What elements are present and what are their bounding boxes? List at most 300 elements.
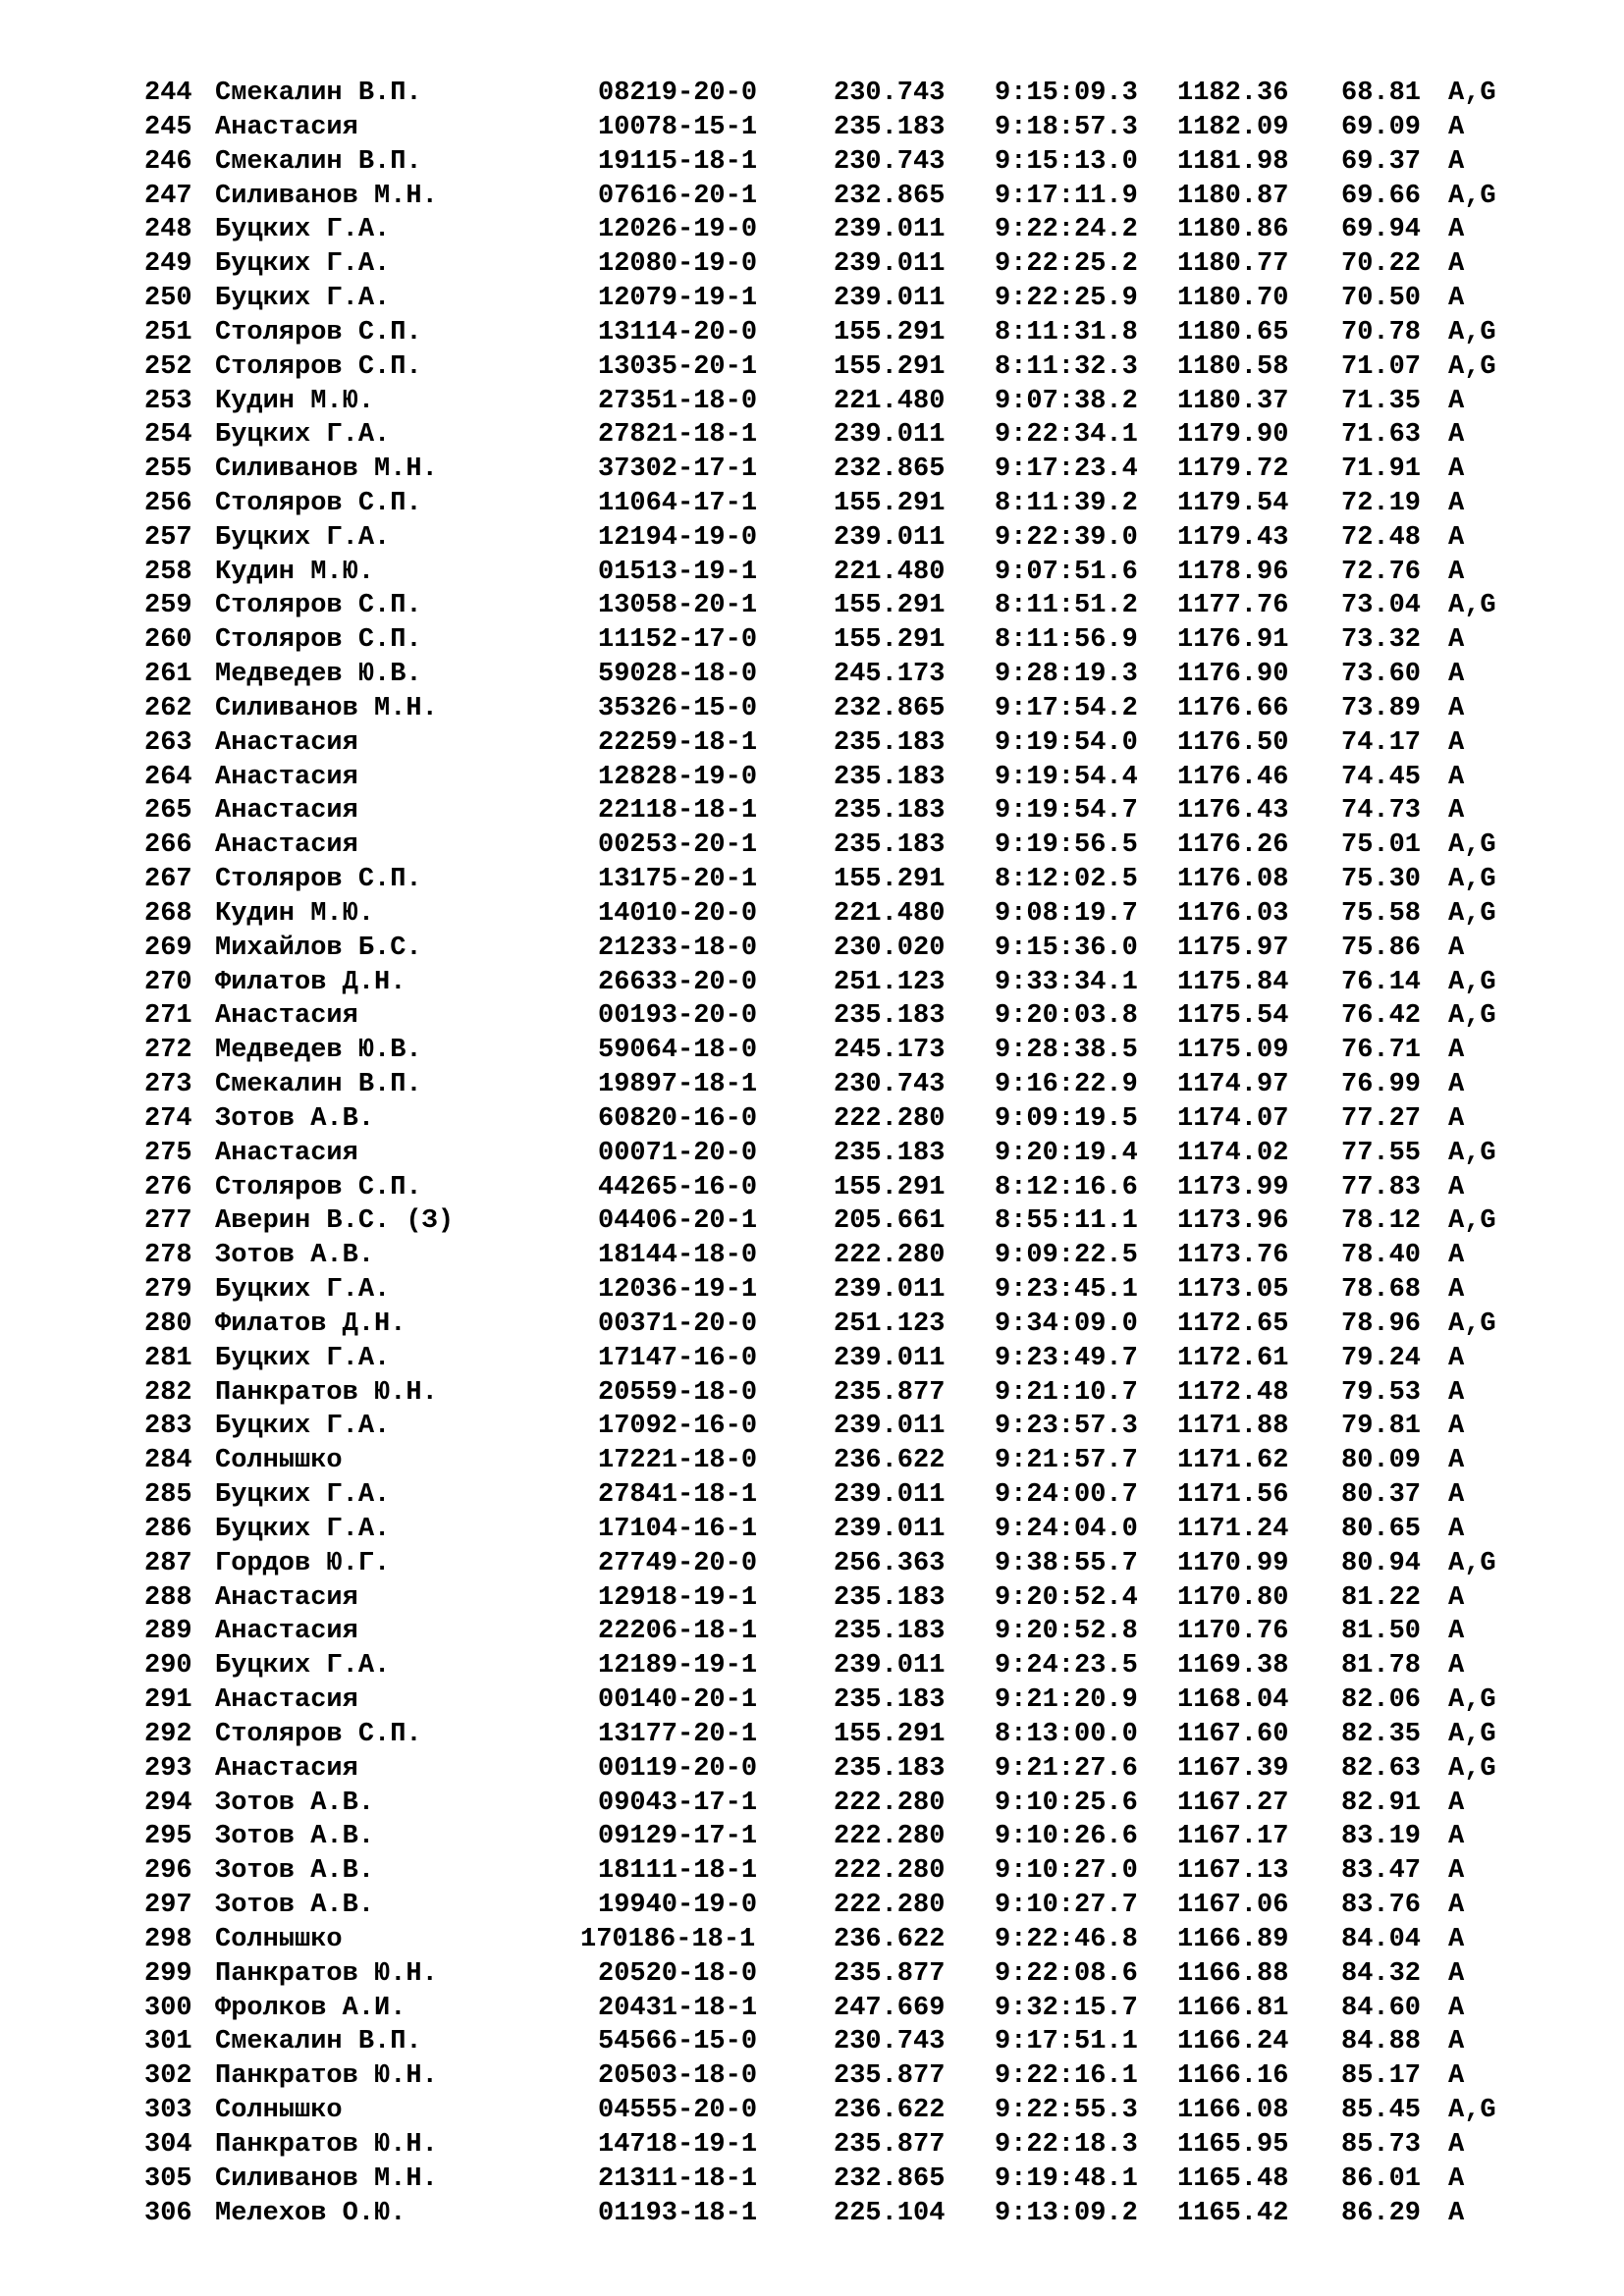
cell-name: Зотов А.В. [215, 1856, 375, 1887]
cell-num: 262 [144, 693, 192, 723]
cell-pct: 81.22 [1341, 1582, 1422, 1613]
table-row [0, 2025, 1624, 2058]
cell-dist: 235.183 [834, 1617, 946, 1647]
cell-pct: 71.07 [1341, 351, 1422, 382]
cell-dist: 235.183 [834, 112, 946, 142]
cell-flag: A [1448, 796, 1465, 827]
cell-time: 8:11:56.9 [995, 625, 1138, 656]
cell-ring: 00140-20-1 [598, 1685, 758, 1715]
cell-speed: 1175.09 [1177, 1036, 1289, 1066]
cell-flag: A,G [1448, 79, 1496, 108]
cell-dist: 155.291 [834, 351, 946, 382]
cell-time: 8:12:02.5 [995, 865, 1138, 895]
cell-num: 284 [144, 1446, 192, 1476]
cell-name: Филатов Д.Н. [215, 1308, 406, 1339]
table-row [0, 77, 1624, 110]
cell-time: 9:21:10.7 [995, 1377, 1138, 1408]
cell-speed: 1182.09 [1177, 112, 1289, 142]
cell-pct: 74.45 [1341, 762, 1422, 792]
cell-num: 288 [144, 1582, 192, 1613]
cell-ring: 17104-16-1 [598, 1514, 758, 1544]
cell-dist: 239.011 [834, 1651, 946, 1682]
cell-flag: A [1448, 1788, 1465, 1818]
cell-dist: 222.280 [834, 1103, 946, 1134]
cell-time: 8:12:16.6 [995, 1172, 1138, 1202]
table-row [0, 2094, 1624, 2127]
cell-speed: 1172.48 [1177, 1377, 1289, 1408]
cell-flag: A [1448, 1275, 1465, 1305]
cell-ring: 01193-18-1 [598, 2198, 758, 2228]
cell-ring: 12828-19-0 [598, 762, 758, 792]
table-row [0, 1376, 1624, 1410]
cell-name: Буцких Г.А. [215, 1412, 391, 1442]
table-row [0, 2059, 1624, 2093]
cell-num: 294 [144, 1788, 192, 1818]
cell-speed: 1166.16 [1177, 2061, 1289, 2092]
cell-speed: 1176.46 [1177, 762, 1289, 792]
cell-ring: 20503-18-0 [598, 2061, 758, 2092]
table-row [0, 1410, 1624, 1443]
cell-time: 9:20:52.8 [995, 1617, 1138, 1647]
table-row [0, 145, 1624, 179]
cell-time: 8:11:39.2 [995, 489, 1138, 518]
cell-num: 295 [144, 1822, 192, 1852]
table-row [0, 1102, 1624, 1136]
table-row [0, 897, 1624, 931]
cell-num: 248 [144, 215, 192, 245]
cell-ring: 27821-18-1 [598, 420, 758, 451]
cell-dist: 235.183 [834, 1582, 946, 1613]
cell-pct: 69.66 [1341, 181, 1422, 211]
cell-pct: 81.50 [1341, 1617, 1422, 1647]
cell-num: 287 [144, 1548, 192, 1578]
cell-speed: 1180.87 [1177, 181, 1289, 211]
cell-num: 273 [144, 1070, 192, 1100]
cell-name: Кудин М.Ю. [215, 557, 375, 587]
cell-dist: 230.743 [834, 1070, 946, 1100]
cell-flag: A [1448, 215, 1465, 245]
cell-name: Смекалин В.П. [215, 146, 422, 177]
cell-flag: A,G [1448, 898, 1496, 929]
cell-speed: 1168.04 [1177, 1685, 1289, 1715]
cell-pct: 75.58 [1341, 898, 1422, 929]
cell-pct: 75.30 [1341, 865, 1422, 895]
cell-num: 265 [144, 796, 192, 827]
table-row [0, 966, 1624, 999]
cell-pct: 79.81 [1341, 1412, 1422, 1442]
cell-ring: 08219-20-0 [598, 79, 758, 108]
cell-speed: 1173.76 [1177, 1241, 1289, 1271]
cell-name: Буцких Г.А. [215, 1651, 391, 1682]
cell-dist: 230.020 [834, 933, 946, 963]
table-row [0, 1718, 1624, 1751]
cell-dist: 239.011 [834, 1343, 946, 1373]
cell-dist: 232.865 [834, 2163, 946, 2194]
cell-name: Медведев Ю.В. [215, 660, 422, 690]
cell-pct: 74.73 [1341, 796, 1422, 827]
cell-name: Солнышко [215, 1924, 343, 1954]
table-row [0, 828, 1624, 862]
table-row [0, 863, 1624, 896]
cell-num: 299 [144, 1958, 192, 1989]
table-row [0, 2197, 1624, 2230]
cell-dist: 205.661 [834, 1206, 946, 1237]
table-row [0, 726, 1624, 760]
cell-flag: A [1448, 420, 1465, 451]
cell-num: 293 [144, 1753, 192, 1784]
cell-ring: 12080-19-0 [598, 249, 758, 280]
cell-ring: 18144-18-0 [598, 1241, 758, 1271]
cell-flag: A [1448, 1514, 1465, 1544]
cell-pct: 85.45 [1341, 2096, 1422, 2125]
cell-flag: A [1448, 727, 1465, 758]
cell-speed: 1174.02 [1177, 1138, 1289, 1168]
cell-speed: 1166.08 [1177, 2096, 1289, 2125]
table-row [0, 1547, 1624, 1580]
cell-name: Буцких Г.А. [215, 1275, 391, 1305]
cell-pct: 86.01 [1341, 2163, 1422, 2194]
cell-num: 306 [144, 2198, 192, 2228]
cell-name: Медведев Ю.В. [215, 1036, 422, 1066]
cell-speed: 1181.98 [1177, 146, 1289, 177]
table-row [0, 453, 1624, 486]
cell-num: 283 [144, 1412, 192, 1442]
cell-flag: A [1448, 1582, 1465, 1613]
cell-ring: 19897-18-1 [598, 1070, 758, 1100]
cell-dist: 235.183 [834, 1685, 946, 1715]
cell-flag: A,G [1448, 830, 1496, 861]
table-row [0, 1683, 1624, 1717]
cell-speed: 1167.39 [1177, 1753, 1289, 1784]
cell-time: 9:21:57.7 [995, 1446, 1138, 1476]
cell-time: 9:38:55.7 [995, 1548, 1138, 1578]
cell-flag: A,G [1448, 1138, 1496, 1168]
cell-name: Буцких Г.А. [215, 522, 391, 553]
cell-time: 9:10:27.7 [995, 1891, 1138, 1920]
cell-name: Силиванов М.Н. [215, 181, 438, 211]
table-row [0, 1787, 1624, 1820]
table-row [0, 180, 1624, 213]
cell-speed: 1166.81 [1177, 1993, 1289, 2023]
cell-speed: 1176.50 [1177, 727, 1289, 758]
cell-pct: 84.60 [1341, 1993, 1422, 2023]
cell-ring: 00119-20-0 [598, 1753, 758, 1784]
cell-num: 281 [144, 1343, 192, 1373]
cell-dist: 239.011 [834, 215, 946, 245]
table-row [0, 1752, 1624, 1786]
cell-num: 263 [144, 727, 192, 758]
cell-time: 9:22:46.8 [995, 1924, 1138, 1954]
cell-ring: 19940-19-0 [598, 1891, 758, 1920]
cell-time: 9:22:08.6 [995, 1958, 1138, 1989]
table-row [0, 1615, 1624, 1648]
cell-name: Фролков А.И. [215, 1993, 406, 2023]
cell-dist: 247.669 [834, 1993, 946, 2023]
cell-time: 9:19:48.1 [995, 2163, 1138, 2194]
cell-name: Столяров С.П. [215, 351, 422, 382]
table-row [0, 1649, 1624, 1682]
table-row [0, 1204, 1624, 1238]
cell-num: 280 [144, 1308, 192, 1339]
cell-pct: 76.99 [1341, 1070, 1422, 1100]
cell-num: 250 [144, 284, 192, 313]
cell-num: 266 [144, 830, 192, 861]
cell-name: Панкратов Ю.Н. [215, 1958, 438, 1989]
table-row [0, 658, 1624, 691]
cell-ring: 20520-18-0 [598, 1958, 758, 1989]
cell-time: 9:21:20.9 [995, 1685, 1138, 1715]
cell-num: 264 [144, 762, 192, 792]
cell-name: Столяров С.П. [215, 625, 422, 656]
cell-pct: 84.88 [1341, 2027, 1422, 2057]
cell-time: 9:13:09.2 [995, 2198, 1138, 2228]
cell-ring: 09043-17-1 [598, 1788, 758, 1818]
cell-dist: 236.622 [834, 1924, 946, 1954]
cell-speed: 1180.77 [1177, 249, 1289, 280]
cell-dist: 239.011 [834, 1412, 946, 1442]
cell-speed: 1167.13 [1177, 1856, 1289, 1887]
cell-ring: 14718-19-1 [598, 2129, 758, 2160]
table-row [0, 316, 1624, 349]
cell-num: 304 [144, 2129, 192, 2160]
cell-dist: 245.173 [834, 660, 946, 690]
cell-speed: 1173.99 [1177, 1172, 1289, 1202]
cell-speed: 1167.60 [1177, 1719, 1289, 1749]
cell-num: 246 [144, 146, 192, 177]
cell-time: 9:23:49.7 [995, 1343, 1138, 1373]
cell-flag: A [1448, 2163, 1465, 2194]
cell-num: 286 [144, 1514, 192, 1544]
cell-dist: 235.877 [834, 1377, 946, 1408]
table-row [0, 1820, 1624, 1853]
cell-time: 9:15:09.3 [995, 79, 1138, 108]
table-row [0, 385, 1624, 418]
cell-speed: 1167.06 [1177, 1891, 1289, 1920]
cell-time: 8:11:31.8 [995, 317, 1138, 347]
cell-num: 245 [144, 112, 192, 142]
cell-dist: 251.123 [834, 967, 946, 997]
cell-speed: 1175.84 [1177, 967, 1289, 997]
cell-pct: 76.71 [1341, 1036, 1422, 1066]
cell-pct: 84.04 [1341, 1924, 1422, 1954]
cell-speed: 1176.91 [1177, 625, 1289, 656]
cell-flag: A [1448, 146, 1465, 177]
cell-speed: 1165.95 [1177, 2129, 1289, 2160]
cell-pct: 77.27 [1341, 1103, 1422, 1134]
cell-name: Анастасия [215, 796, 358, 827]
cell-ring: 170186-18-1 [580, 1924, 756, 1954]
cell-pct: 75.01 [1341, 830, 1422, 861]
cell-time: 9:16:22.9 [995, 1070, 1138, 1100]
cell-speed: 1173.05 [1177, 1275, 1289, 1305]
cell-time: 9:33:34.1 [995, 967, 1138, 997]
cell-ring: 07616-20-1 [598, 181, 758, 211]
cell-pct: 71.63 [1341, 420, 1422, 451]
cell-flag: A [1448, 557, 1465, 587]
cell-flag: A [1448, 1103, 1465, 1134]
cell-ring: 09129-17-1 [598, 1822, 758, 1852]
cell-time: 9:17:54.2 [995, 693, 1138, 723]
cell-time: 9:34:09.0 [995, 1308, 1138, 1339]
cell-dist: 235.877 [834, 2061, 946, 2092]
cell-pct: 80.65 [1341, 1514, 1422, 1544]
table-row [0, 761, 1624, 794]
cell-num: 252 [144, 351, 192, 382]
cell-pct: 76.42 [1341, 1001, 1422, 1032]
cell-num: 301 [144, 2027, 192, 2057]
cell-name: Буцких Г.А. [215, 420, 391, 451]
cell-flag: A [1448, 693, 1465, 723]
cell-pct: 80.09 [1341, 1446, 1422, 1476]
cell-pct: 80.94 [1341, 1548, 1422, 1578]
cell-ring: 18111-18-1 [598, 1856, 758, 1887]
cell-dist: 235.183 [834, 830, 946, 861]
cell-time: 9:24:00.7 [995, 1480, 1138, 1510]
cell-ring: 59064-18-0 [598, 1036, 758, 1066]
cell-dist: 239.011 [834, 420, 946, 451]
cell-ring: 22259-18-1 [598, 727, 758, 758]
cell-time: 9:15:36.0 [995, 933, 1138, 963]
cell-num: 292 [144, 1719, 192, 1749]
cell-num: 257 [144, 522, 192, 553]
cell-name: Буцких Г.А. [215, 215, 391, 245]
cell-pct: 73.60 [1341, 660, 1422, 690]
cell-dist: 239.011 [834, 249, 946, 280]
cell-flag: A,G [1448, 591, 1496, 621]
cell-pct: 82.91 [1341, 1788, 1422, 1818]
cell-name: Силиванов М.Н. [215, 454, 438, 485]
cell-name: Буцких Г.А. [215, 249, 391, 280]
table-row [0, 1308, 1624, 1341]
cell-num: 253 [144, 386, 192, 416]
cell-name: Столяров С.П. [215, 591, 422, 621]
cell-name: Смекалин В.П. [215, 79, 422, 108]
cell-pct: 70.22 [1341, 249, 1422, 280]
cell-num: 305 [144, 2163, 192, 2194]
cell-num: 274 [144, 1103, 192, 1134]
cell-time: 8:11:32.3 [995, 351, 1138, 382]
cell-dist: 225.104 [834, 2198, 946, 2228]
cell-time: 9:08:19.7 [995, 898, 1138, 929]
cell-num: 268 [144, 898, 192, 929]
cell-name: Кудин М.Ю. [215, 386, 375, 416]
cell-name: Анастасия [215, 830, 358, 861]
cell-name: Зотов А.В. [215, 1822, 375, 1852]
cell-dist: 155.291 [834, 1719, 946, 1749]
cell-flag: A [1448, 1241, 1465, 1271]
cell-flag: A [1448, 1651, 1465, 1682]
cell-speed: 1179.90 [1177, 420, 1289, 451]
cell-pct: 79.24 [1341, 1343, 1422, 1373]
table-row [0, 111, 1624, 144]
table-row [0, 692, 1624, 725]
cell-name: Анастасия [215, 112, 358, 142]
table-row [0, 2128, 1624, 2162]
cell-name: Анастасия [215, 1685, 358, 1715]
cell-time: 9:24:23.5 [995, 1651, 1138, 1682]
cell-speed: 1166.24 [1177, 2027, 1289, 2057]
cell-time: 8:11:51.2 [995, 591, 1138, 621]
cell-ring: 12026-19-0 [598, 215, 758, 245]
cell-flag: A,G [1448, 1719, 1496, 1749]
cell-speed: 1173.96 [1177, 1206, 1289, 1237]
cell-pct: 80.37 [1341, 1480, 1422, 1510]
cell-ring: 04555-20-0 [598, 2096, 758, 2125]
cell-num: 296 [144, 1856, 192, 1887]
cell-pct: 78.12 [1341, 1206, 1422, 1237]
cell-speed: 1169.38 [1177, 1651, 1289, 1682]
cell-speed: 1178.96 [1177, 557, 1289, 587]
cell-dist: 155.291 [834, 489, 946, 518]
cell-flag: A,G [1448, 865, 1496, 895]
cell-flag: A,G [1448, 317, 1496, 347]
cell-num: 251 [144, 317, 192, 347]
cell-flag: A [1448, 284, 1465, 313]
cell-name: Филатов Д.Н. [215, 967, 406, 997]
cell-ring: 26633-20-0 [598, 967, 758, 997]
cell-ring: 22118-18-1 [598, 796, 758, 827]
cell-num: 259 [144, 591, 192, 621]
cell-flag: A [1448, 2027, 1465, 2057]
cell-num: 271 [144, 1001, 192, 1032]
cell-speed: 1165.42 [1177, 2198, 1289, 2228]
cell-speed: 1170.99 [1177, 1548, 1289, 1578]
cell-ring: 20559-18-0 [598, 1377, 758, 1408]
table-row [0, 1342, 1624, 1375]
cell-pct: 73.04 [1341, 591, 1422, 621]
cell-pct: 79.53 [1341, 1377, 1422, 1408]
cell-flag: A,G [1448, 1685, 1496, 1715]
cell-speed: 1179.54 [1177, 489, 1289, 518]
cell-speed: 1180.86 [1177, 215, 1289, 245]
cell-time: 9:22:25.9 [995, 284, 1138, 313]
cell-ring: 14010-20-0 [598, 898, 758, 929]
cell-name: Смекалин В.П. [215, 1070, 422, 1100]
cell-num: 298 [144, 1924, 192, 1954]
cell-time: 9:28:38.5 [995, 1036, 1138, 1066]
cell-name: Зотов А.В. [215, 1103, 375, 1134]
cell-ring: 17092-16-0 [598, 1412, 758, 1442]
cell-speed: 1172.61 [1177, 1343, 1289, 1373]
cell-name: Гордов Ю.Г. [215, 1548, 391, 1578]
cell-pct: 81.78 [1341, 1651, 1422, 1682]
cell-name: Столяров С.П. [215, 317, 422, 347]
cell-name: Анастасия [215, 1001, 358, 1032]
cell-time: 9:23:57.3 [995, 1412, 1138, 1442]
cell-ring: 17221-18-0 [598, 1446, 758, 1476]
table-row [0, 282, 1624, 315]
cell-name: Анастасия [215, 1617, 358, 1647]
cell-speed: 1180.65 [1177, 317, 1289, 347]
cell-pct: 72.19 [1341, 489, 1422, 518]
table-row [0, 1137, 1624, 1170]
cell-speed: 1171.56 [1177, 1480, 1289, 1510]
cell-ring: 00193-20-0 [598, 1001, 758, 1032]
cell-name: Панкратов Ю.Н. [215, 2061, 438, 2092]
cell-time: 9:22:18.3 [995, 2129, 1138, 2160]
cell-name: Анастасия [215, 727, 358, 758]
cell-speed: 1180.58 [1177, 351, 1289, 382]
cell-time: 9:22:34.1 [995, 420, 1138, 451]
cell-ring: 11152-17-0 [598, 625, 758, 656]
cell-num: 244 [144, 79, 192, 108]
cell-speed: 1180.37 [1177, 386, 1289, 416]
cell-dist: 155.291 [834, 591, 946, 621]
cell-time: 9:22:55.3 [995, 2096, 1138, 2125]
cell-ring: 13035-20-1 [598, 351, 758, 382]
cell-speed: 1174.97 [1177, 1070, 1289, 1100]
cell-dist: 222.280 [834, 1822, 946, 1852]
